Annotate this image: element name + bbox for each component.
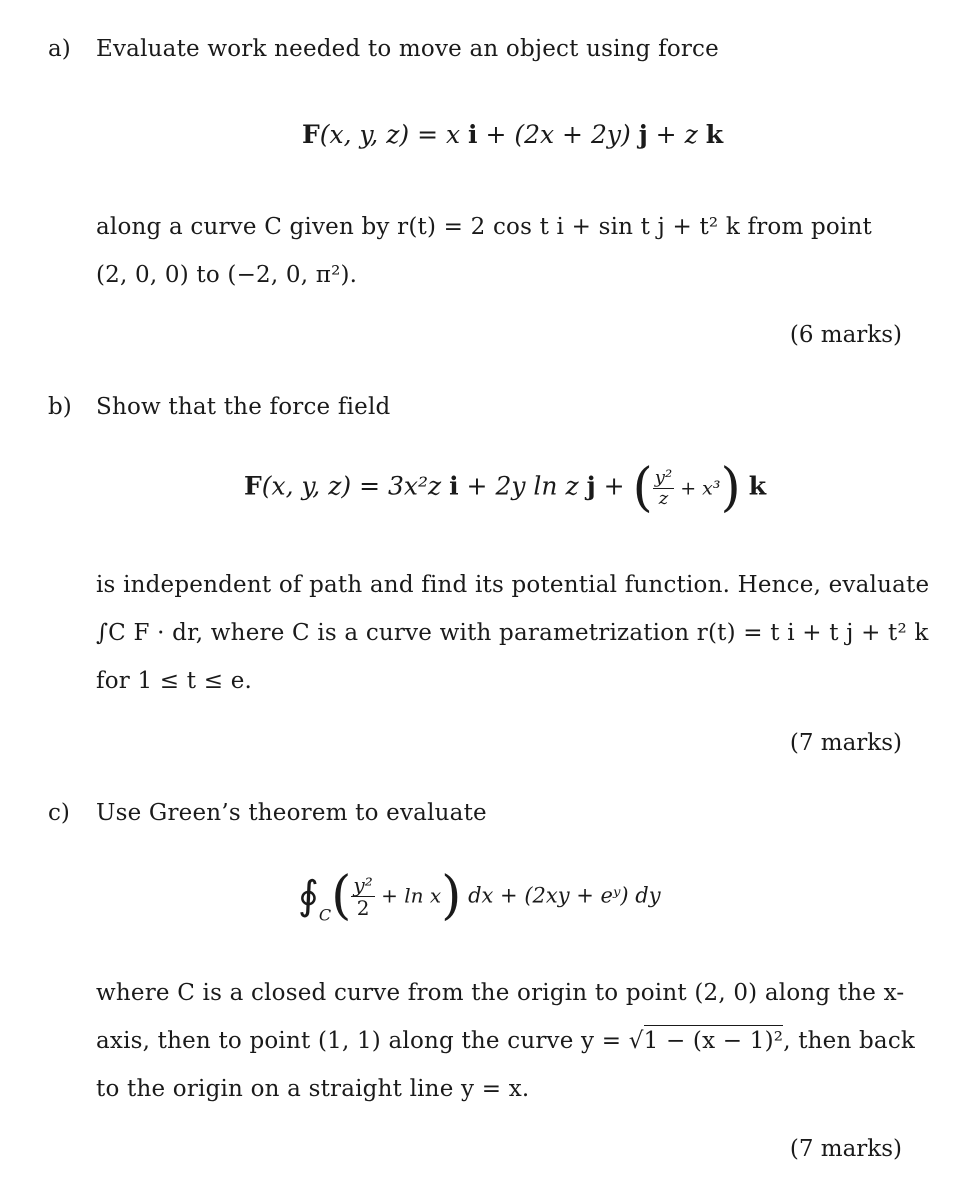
part-a-label: a) (48, 36, 71, 62)
part-c-line2-sqrt: 1 − (x − 1)² (644, 1025, 784, 1054)
eq-c-tail: dx + (2xy + eʸ) dy (461, 883, 661, 908)
part-b-equation (244, 458, 767, 518)
eq-a-args: (x, y, z) = x (319, 120, 469, 149)
eq-c-fraction (351, 874, 374, 919)
part-c-label: c) (48, 800, 70, 826)
part-c-intro: Use Green’s theorem to evaluate (96, 800, 487, 826)
eq-a-i: i (468, 120, 478, 149)
eq-c-sub: C (318, 905, 332, 925)
part-c-line2 (96, 1028, 915, 1054)
eq-b-mid: + 2y ln z (458, 471, 587, 501)
part-a-marks: (6 marks) (789, 322, 902, 348)
eq-b-pre: (x, y, z) = 3x²z (261, 471, 450, 501)
eq-a-end: + z (647, 120, 706, 149)
part-a-equation (302, 120, 723, 149)
eq-a-mid: + (2x + 2y) (477, 120, 639, 149)
eq-b-fraction (653, 468, 674, 509)
eq-c-frac-den: 2 (356, 895, 370, 920)
part-a-line2: (2, 0, 0) to (−2, 0, π²). (96, 262, 358, 288)
eq-c-lparen: ( (331, 866, 352, 926)
part-c-marks: (7 marks) (789, 1136, 902, 1162)
eq-b-after-frac: + x³ (674, 477, 721, 500)
eq-b-frac-den: z (658, 487, 669, 509)
part-b-line3: for 1 ≤ t ≤ e. (96, 668, 253, 694)
eq-b-F: F (244, 471, 262, 501)
eq-c-frac-num: y² (353, 872, 373, 897)
part-a-intro: Evaluate work needed to move an object using force (96, 36, 719, 62)
part-b-label: b) (48, 394, 72, 420)
part-a-line1: along a curve C given by r(t) = 2 cos t i + sin t j + t² k from point (96, 214, 872, 240)
eq-b-plus: + (595, 471, 633, 501)
part-c-line2-post: , then back (783, 1028, 916, 1054)
eq-a-F: F (302, 120, 320, 149)
eq-b-k: k (748, 471, 767, 501)
part-b-line2: ∫C F · dr, where C is a curve with parametrization r(t) = t i + t j + t² k (96, 620, 929, 646)
part-c-equation (298, 866, 661, 926)
sqrt-icon: √ (628, 1028, 644, 1054)
eq-b-i: i (449, 471, 459, 501)
eq-c-rparen: ) (441, 866, 462, 926)
eq-b-rparen: ) (720, 458, 741, 518)
part-b-intro: Show that the force field (96, 394, 391, 420)
eq-b-frac-num: y² (654, 466, 673, 488)
eq-c-after-frac: + ln x (374, 883, 442, 908)
eq-b-j: j (586, 471, 596, 501)
eq-a-j: j (638, 120, 648, 149)
part-c-line2-pre: axis, then to point (1, 1) along the curve y = (96, 1028, 629, 1054)
eq-b-lparen: ( (632, 458, 653, 518)
part-c-line3: to the origin on a straight line y = x. (96, 1076, 530, 1102)
eq-a-k: k (705, 120, 724, 149)
contour-integral-icon: ∮ (298, 873, 319, 919)
part-b-marks: (7 marks) (789, 730, 902, 756)
part-c-line1: where C is a closed curve from the origin to point (2, 0) along the x- (96, 980, 905, 1006)
part-b-line1: is independent of path and find its potential function. Hence, evaluate (96, 572, 930, 598)
